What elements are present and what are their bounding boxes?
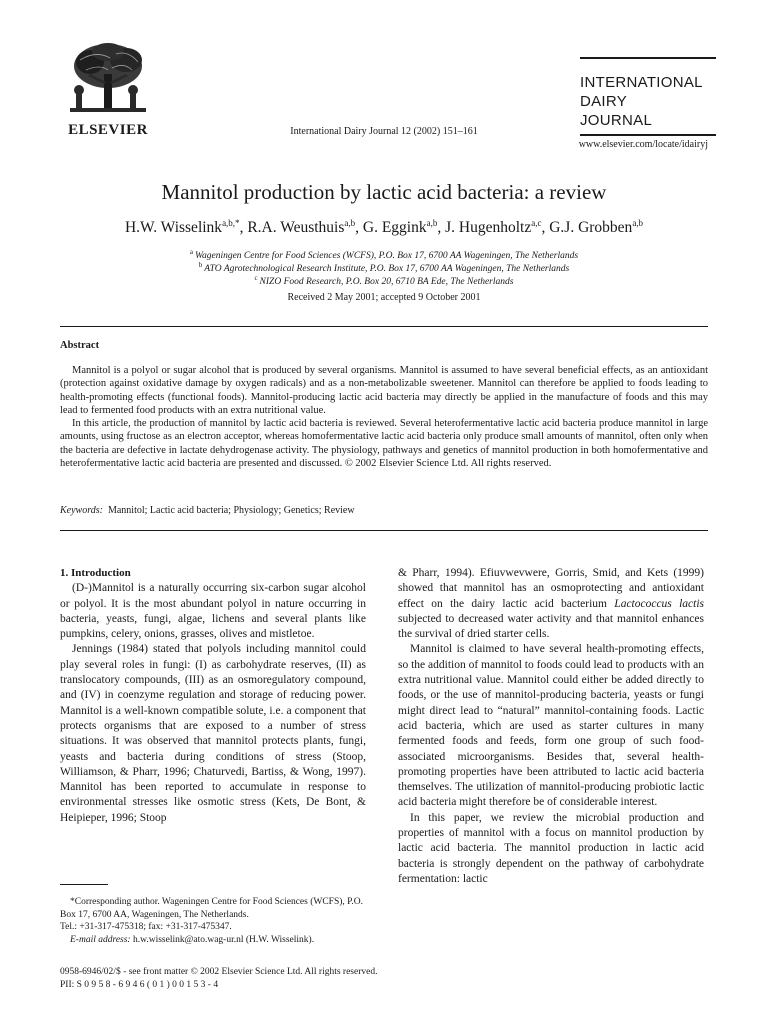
email-label: E-mail address: (70, 934, 131, 945)
body-paragraph (398, 566, 704, 642)
keywords-text: Mannitol; Lactic acid bacteria; Physiology; Genetics; Review (107, 505, 355, 516)
right-column (398, 566, 704, 887)
email-address[interactable]: h.w.wisselink@ato.wag-ur.nl (H.W. Wisselink). (132, 934, 315, 945)
body-paragraph: (D-)Mannitol is a naturally occurring six-carbon sugar alcohol or polyol. It is the most abundant polyol in nature occurring in bacteria, yeasts, fungi, algae, lichens and several plants like pumpkins, celery, onions, grasses, olives and mistletoe. (60, 582, 366, 641)
author-separator: , (541, 219, 550, 237)
article-title: Mannitol production by lactic acid bacteria: a review (161, 180, 607, 204)
footnote-contact: Tel.: +31-317-475318; fax: +31-317-475347. (60, 922, 232, 932)
body-paragraph: Mannitol is claimed to have several health-promoting effects, so the addition of mannitol to foods could lead to products with an extra nutritional value. Mannitol could either be added directly to foods, or the use of mannitol-producing bacteria, yeasts or fungi might direct lead to “natural” mannitol-containing foods. Lactic acid bacteria, which are used as starter cultures in many fermented foods and feeds, form one group of such food-associated microorganisms. Besides that, several health-promoting properties have been attributed to lactic acid bacteria themselves. The utilization of mannitol-producing probiotic lactic acid bacteria might therefore be of considerable interest. (398, 643, 704, 809)
author-name: J. Hugenholtz (445, 219, 532, 237)
author-name: G.J. Grobben (549, 219, 633, 237)
affiliation-marker: a (189, 248, 194, 256)
author-separator: , (437, 219, 446, 237)
journal-name-line-3: JOURNAL (580, 112, 653, 129)
section-heading: 1. Introduction (60, 567, 131, 579)
pii-line: PII: S 0 9 5 8 - 6 9 4 6 ( 0 1 ) 0 0 1 5 3 - 4 (60, 980, 219, 990)
divider (60, 326, 708, 327)
affiliation (0, 261, 768, 274)
journal-name-line-2: DAIRY (580, 93, 628, 110)
journal-name-line-1: INTERNATIONAL (580, 74, 703, 91)
elsevier-tree-icon (66, 40, 150, 122)
left-column (60, 566, 366, 826)
species-name: Lactococcus lactis (614, 597, 704, 610)
footnote-divider (60, 884, 108, 885)
keywords (60, 505, 355, 516)
keywords-label: Keywords: (60, 505, 103, 516)
affiliation-marker: c (254, 274, 258, 282)
affiliation-text: Wageningen Centre for Food Sciences (WCFS), P.O. Box 17, 6700 AA Wageningen, The Netherlands (194, 251, 579, 262)
body-paragraph: In this paper, we review the microbial production and properties of mannitol with a focus on mannitol production by lactic acid bacteria. The mannitol production in lactic acid bacteria is strongly dependent on the pathway of carbohydrate fermentation: lactic (398, 811, 704, 885)
affiliation (0, 274, 768, 287)
copyright-footer (60, 966, 377, 992)
footnote-corresponding-author: *Corresponding author. Wageningen Centre for Food Sciences (WCFS), P.O. Box 17, 6700 AA, Wageningen, The Netherlands. (60, 897, 363, 920)
abstract-paragraph: Mannitol is a polyol or sugar alcohol that is produced by several organisms. Mannitol is assumed to have several beneficial effects, as an antioxidant (protection against oxidative damage by oxygen radicals) and as a non-metabolizable sweetener. Mannitol can therefore be applied to foods leading to health-promoting effects (functional foods). Mannitol-producing lactic acid bacteria may directly be applied in the manufacture of foods and this may lead to fermented food products with an extra nutritional value. (60, 365, 708, 416)
affiliation-marker: b (198, 261, 203, 269)
footnote-email (60, 934, 366, 947)
publisher-name: ELSEVIER (68, 122, 148, 138)
abstract-heading: Abstract (60, 340, 100, 351)
abstract-paragraph: In this article, the production of mannitol by lactic acid bacteria is reviewed. Several heterofermentative lactic acid bacteria produce mannitol in large amounts, using fructose as an electron acceptor, whereas homofermentative lactic acid bacteria only produce small amounts of mannitol, often only when the bacteria are defective in lactate dehydrogenase activity. The physiology, pathways and genetics of mannitol production in both homofermentative and heterofermentative lactic acid bacteria are presented and discussed. © 2002 Elsevier Science Ltd. All rights reserved. (60, 418, 708, 470)
journal-reference: International Dairy Journal 12 (2002) 151–161 (290, 126, 478, 137)
author-list (0, 218, 768, 237)
author-name: G. Eggink (362, 219, 427, 237)
author-name: R.A. Weusthuis (247, 219, 345, 237)
author-affiliation-marker: a,b,* (222, 218, 240, 228)
paragraph-text: & Pharr, 1994). Efiuvwevwere, Gorris, Smid, and Kets (1999) showed that mannitol has an osmoprotecting and antioxidant effect on the dairy lactic acid bacterium (398, 567, 704, 610)
author-name: H.W. Wisselink (124, 219, 223, 237)
journal-url[interactable]: www.elsevier.com/locate/idairyj (578, 139, 708, 150)
author-affiliation-marker: a,b (344, 218, 356, 228)
author-separator: , (239, 219, 248, 237)
author-affiliation-marker: a,b (426, 218, 438, 228)
body-paragraph: Jennings (1984) stated that polyols including mannitol could play several roles in fungi: (I) as carbohydrate reserves, (II) as translocatory compounds, (III) as an osmoregulatory compound, and (IV) in coenzyme regulation and storage of reducing power. Mannitol is a well-known compatible solute, i.e. a component that protects organisms that are exposed to a number of stress situations. It was observed that mannitol protects plants, fungi, yeasts and bacteria during conditions of stress (Stoop, Williamson, & Pharr, 1996; Chaturvedi, Bartiss, & Wong, 1997). Mannitol has been reported to accumulate in response to environmental stresses like osmotic stress (Kets, De Bont, & Heipieper, 1996; Stoop (60, 643, 366, 824)
journal-title-box (580, 57, 716, 136)
affiliation-text: ATO Agrotechnological Research Institute, P.O. Box 17, 6700 AA Wageningen, The Netherlands (204, 264, 570, 275)
footnote (60, 896, 366, 946)
affiliation-text: NIZO Food Research, P.O. Box 20, 6710 BA Ede, The Netherlands (259, 277, 514, 288)
author-affiliation-marker: a,c (531, 218, 542, 228)
author-separator: , (355, 219, 363, 237)
elsevier-logo (60, 40, 156, 139)
received-dates: Received 2 May 2001; accepted 9 October 2001 (287, 292, 481, 303)
paragraph-text: subjected to decreased water activity and that mannitol enhances the survival of dried starter cells. (398, 612, 704, 641)
divider (60, 530, 708, 531)
affiliation (0, 248, 768, 261)
author-affiliation-marker: a,b (632, 218, 644, 228)
issn-line: 0958-6946/02/$ - see front matter © 2002 Elsevier Science Ltd. All rights reserved. (60, 967, 378, 977)
abstract-body (60, 364, 708, 470)
